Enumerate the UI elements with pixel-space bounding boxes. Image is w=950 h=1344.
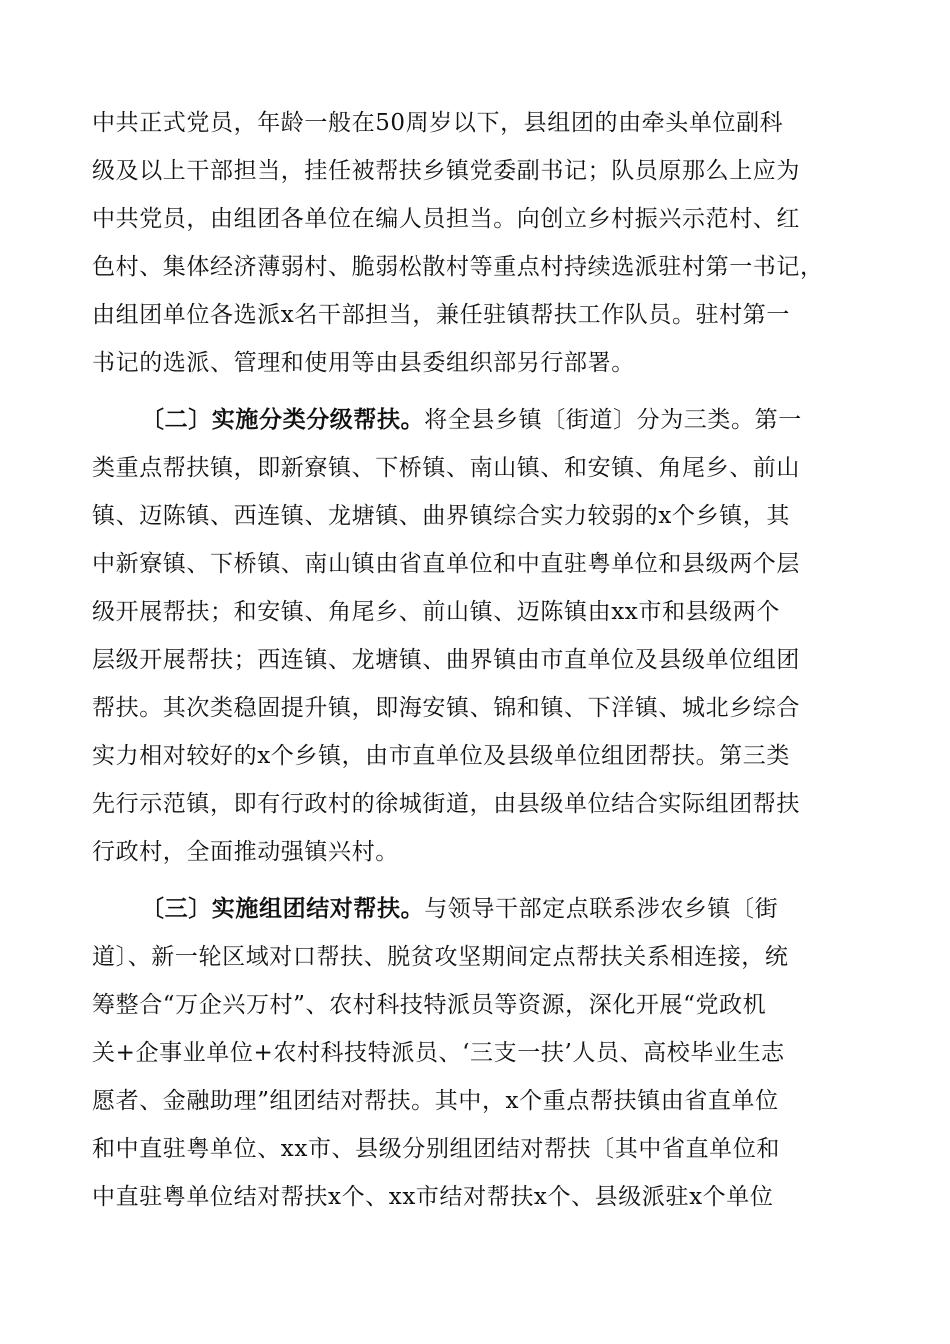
paragraph-3-line: 中直驻粤单位结对帮扶x个、xx市结对帮扶x个、县级派驻x个单位: [92, 1184, 774, 1210]
paragraph-2-line: 先行示范镇，即有行政村的徐城街道，由县级单位结合实际组团帮扶: [92, 791, 800, 817]
paragraph-1-line: 中共党员，由组团各单位在编人员担当。向创立乡村振兴示范村、红: [92, 206, 800, 232]
paragraph-2-line: 镇、迈陈镇、西连镇、龙塘镇、曲界镇综合实力较弱的x个乡镇，其: [92, 503, 790, 529]
paragraph-3-line: 愿者、金融助理”组团结对帮扶。其中，x个重点帮扶镇由省直单位: [92, 1088, 779, 1114]
paragraph-2-line: 帮扶。其次类稳固提升镇，即海安镇、锦和镇、下洋镇、城北乡综合: [92, 695, 800, 721]
paragraph-3-line: 筹整合“万企兴万村”、农村科技特派员等资源，深化开展“党政机: [92, 992, 767, 1018]
paragraph-3-line: 和中直驻粤单位、xx市、县级分别组团结对帮扶〔其中省直单位和: [92, 1136, 780, 1162]
paragraph-1-line: 由组团单位各选派x名干部担当，兼任驻镇帮扶工作队员。驻村第一: [92, 302, 790, 328]
paragraph-2-line: 层级开展帮扶；西连镇、龙塘镇、曲界镇由市直单位及县级单位组团: [92, 647, 800, 673]
paragraph-2-line: 中新寮镇、下桥镇、南山镇由省直单位和中直驻粤单位和县级两个层: [92, 551, 800, 577]
paragraph-2-line: 实力相对较好的x个乡镇，由市直单位及县级单位组团帮扶。第三类: [92, 743, 790, 769]
paragraph-3-text: 与领导干部定点联系涉农乡镇〔街: [424, 896, 779, 922]
paragraph-1-line: 中共正式党员，年龄一般在50周岁以下，县组团的由牵头单位副科: [92, 110, 784, 136]
section-heading: 〔三〕实施组团结对帮扶。: [141, 895, 425, 922]
paragraph-2-line: 行政村，全面推动强镇兴村。: [92, 839, 399, 865]
paragraph-3-first-line: [141, 894, 778, 924]
paragraph-2-line: 类重点帮扶镇，即新寮镇、下桥镇、南山镇、和安镇、角尾乡、前山: [92, 455, 800, 481]
paragraph-1-line: 级及以上干部担当，挂任被帮扶乡镇党委副书记；队员原那么上应为: [92, 158, 800, 184]
section-heading: 〔二〕实施分类分级帮扶。: [141, 406, 425, 433]
paragraph-1-line: 色村、集体经济薄弱村、脆弱松散村等重点村持续选派驻村第一书记，: [92, 254, 824, 280]
paragraph-3-line: 关+企事业单位+农村科技特派员、‘三支一扶’人员、高校毕业生志: [92, 1040, 785, 1066]
paragraph-2-text: 将全县乡镇〔街道〕分为三类。第一: [424, 407, 802, 433]
paragraph-2-first-line: [141, 405, 802, 435]
paragraph-3-line: 道〕、新一轮区域对口帮扶、脱贫攻坚期间定点帮扶关系相连接，统: [92, 944, 789, 970]
paragraph-2-line: 级开展帮扶；和安镇、角尾乡、前山镇、迈陈镇由xx市和县级两个: [92, 599, 780, 625]
paragraph-1-line: 书记的选派、管理和使用等由县委组织部另行部署。: [92, 350, 635, 376]
